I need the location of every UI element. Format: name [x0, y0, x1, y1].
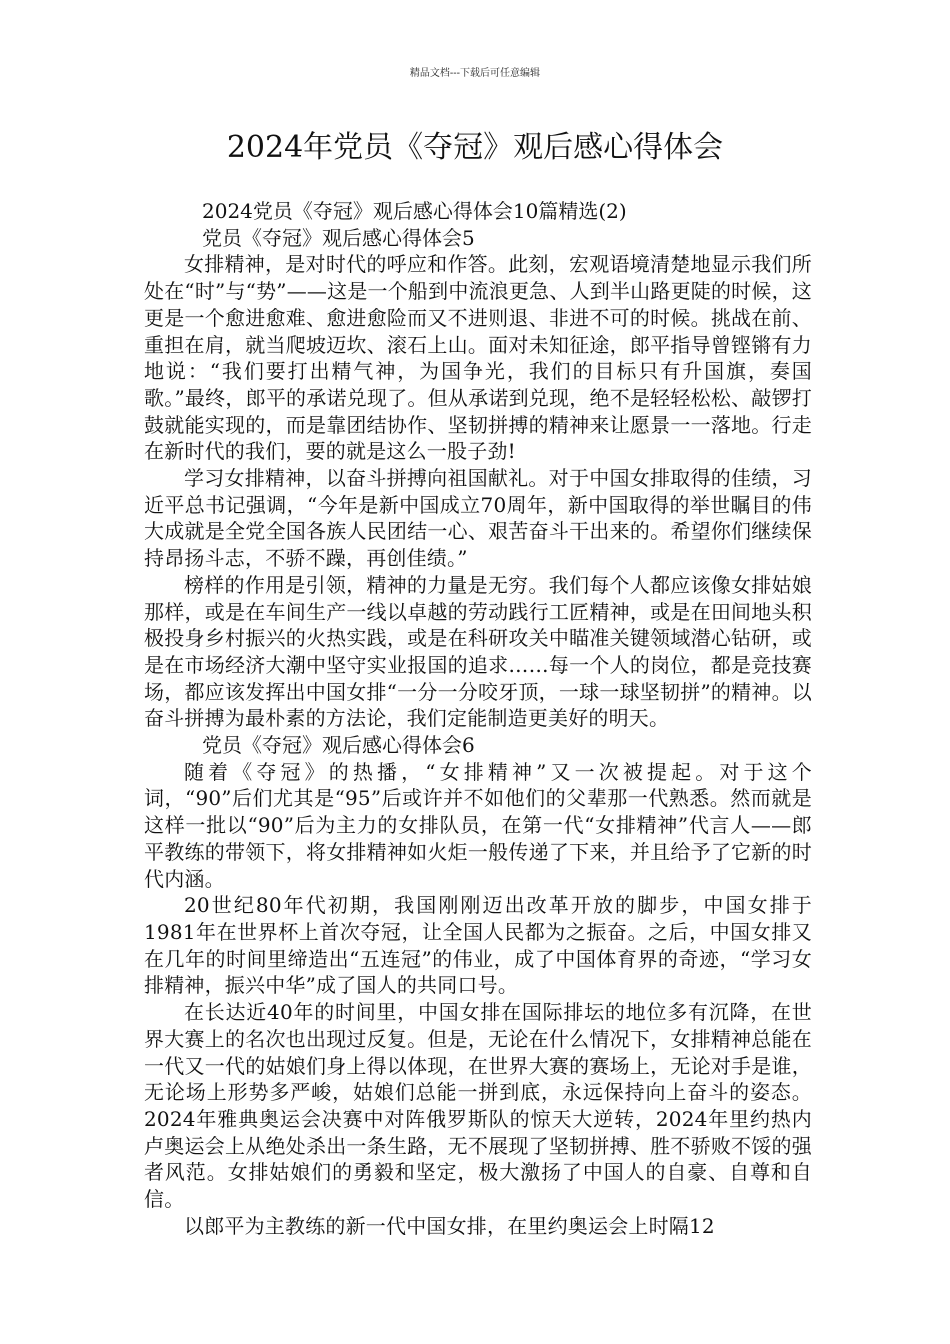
- document-title: 2024年党员《夺冠》观后感心得体会: [226, 130, 724, 165]
- paragraph: 学习女排精神，以奋斗拼搏向祖国献礼。对于中国女排取得的佳绩，习近平总书记强调，“今年是新中国成立70周年，新中国取得的举世瞩目的伟大成就是全党全国各族人民团结一心、艰苦奋斗干出来的。希望你们继续保持昂扬斗志，不骄不躁，再创佳绩。”: [144, 466, 812, 571]
- section-heading-5: 党员《夺冠》观后感心得体会5: [202, 225, 475, 250]
- paragraph: 榜样的作用是引领，精神的力量是无穷。我们每个人都应该像女排姑娘那样，或是在车间生产一线以卓越的劳动践行工匠精神，或是在田间地头积极投身乡村振兴的火热实践，或是在科研攻关中瞄准关键领域潜心钻研，或是在市场经济大潮中坚守实业报国的追求……每一个人的岗位，都是竞技赛场，都应该发挥出中国女排“一分一分咬牙顶，一球一球坚韧拼”的精神。以奋斗拼搏为最朴素的方法论，我们定能制造更美好的明天。: [144, 572, 812, 731]
- paragraph: 20世纪80年代初期，我国刚刚迈出改革开放的脚步，中国女排于1981年在世界杯上首次夺冠，让全国人民都为之振奋。之后，中国女排又在几年的时间里缔造出“五连冠”的伟业，成了中国体育界的奇迹，“学习女排精神，振兴中华”成了国人的共同口号。: [144, 893, 812, 998]
- section-heading-6: 党员《夺冠》观后感心得体会6: [202, 733, 475, 758]
- paragraph: 随着《夺冠》的热播，“女排精神”又一次被提起。对于这个词，“90”后们尤其是“95”后或许并不如他们的父辈那一代熟悉。然而就是这样一批以“90”后为主力的女排队员，在第一代“女排精神”代言人——郎平教练的带领下，将女排精神如火炬一般传递了下来，并且给予了它新的时代内涵。: [144, 759, 812, 891]
- collection-subtitle: 2024党员《夺冠》观后感心得体会10篇精选(2): [202, 199, 627, 223]
- paragraph: 女排精神，是对时代的呼应和作答。此刻，宏观语境清楚地显示我们所处在“时”与“势”——这是一个船到中流浪更急、人到半山路更陡的时候，这更是一个愈进愈难、愈进愈险而又不进则退、非进不可的时候。挑战在前、重担在肩，就当爬坡迈坎、滚石上山。面对未知征途，郎平指导曾铿锵有力地说：“我们要打出精气神，为国争光，我们的目标只有升国旗，奏国歌。”最终，郎平的承诺兑现了。但从承诺到兑现，绝不是轻轻松松、敲锣打鼓就能实现的，而是靠团结协作、坚韧拼搏的精神来让愿景一一落地。行走在新时代的我们，要的就是这么一股子劲!: [144, 252, 812, 464]
- paragraph: 以郎平为主教练的新一代中国女排，在里约奥运会上时隔12: [184, 1213, 715, 1238]
- header-note: 精品文档---下载后可任意编辑: [409, 68, 541, 79]
- paragraph: 在长达近40年的时间里，中国女排在国际排坛的地位多有沉降，在世界大赛上的名次也出现过反复。但是，无论在什么情况下，女排精神总能在一代又一代的姑娘们身上得以体现，在世界大赛的赛场上，无论对手是谁，无论场上形势多严峻，姑娘们总能一拼到底，永远保持向上奋斗的姿态。2024年雅典奥运会决赛中对阵俄罗斯队的惊天大逆转，2024年里约热内卢奥运会上从绝处杀出一条生路，无不展现了坚韧拼搏、胜不骄败不馁的强者风范。女排姑娘们的勇毅和坚定，极大激扬了中国人的自豪、自尊和自信。: [144, 1000, 812, 1212]
- document-body: [144, 198, 812, 1239]
